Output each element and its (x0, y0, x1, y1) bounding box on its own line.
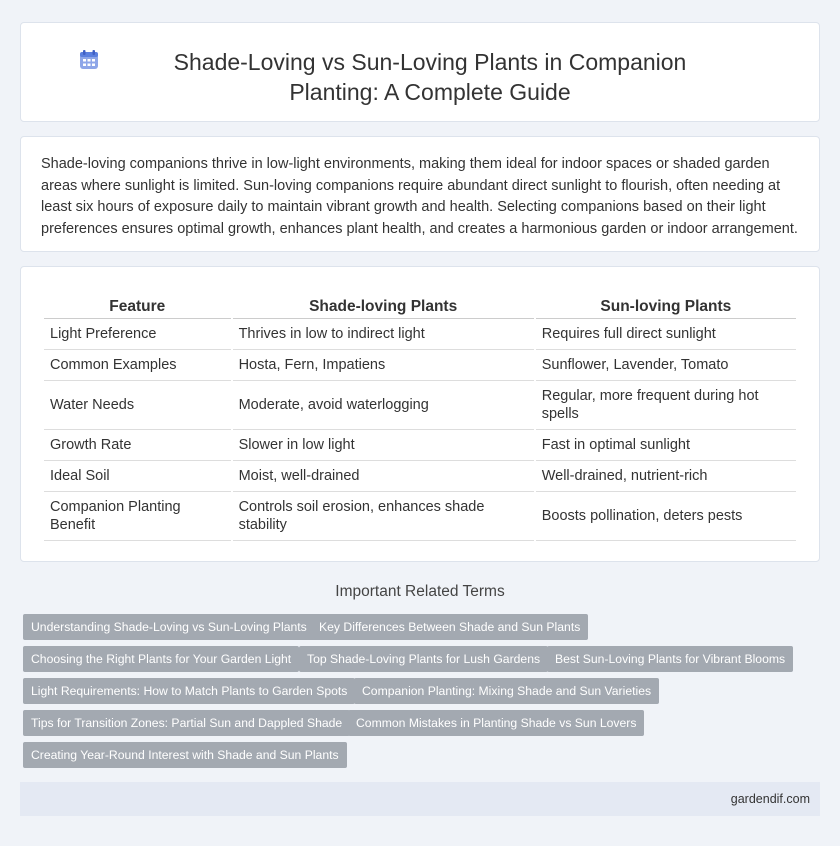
table-cell: Regular, more frequent during hot spells (536, 381, 796, 430)
table-cell: Thrives in low to indirect light (233, 319, 534, 350)
table-cell: Water Needs (44, 381, 231, 430)
table-cell: Slower in low light (233, 430, 534, 461)
site-name: gardendif.com (730, 792, 810, 806)
table-cell: Controls soil erosion, enhances shade stability (233, 492, 534, 541)
table-row (44, 461, 796, 492)
table-cell: Moderate, avoid waterlogging (233, 381, 534, 430)
table-cell: Moist, well-drained (233, 461, 534, 492)
related-term-tag[interactable]: Best Sun-Loving Plants for Vibrant Blooms (547, 646, 793, 672)
table-cell: Well-drained, nutrient-rich (536, 461, 796, 492)
table-row (44, 319, 796, 350)
related-term-tag[interactable]: Choosing the Right Plants for Your Garden Light (23, 646, 299, 672)
table-cell: Sunflower, Lavender, Tomato (536, 350, 796, 381)
intro-card (20, 136, 820, 252)
table-row (44, 381, 796, 430)
related-term-tag[interactable]: Understanding Shade-Loving vs Sun-Loving Plants (23, 614, 315, 640)
table-cell: Companion Planting Benefit (44, 492, 231, 541)
related-term-tag[interactable]: Light Requirements: How to Match Plants to Garden Spots (23, 678, 355, 704)
related-term-tag[interactable]: Tips for Transition Zones: Partial Sun and Dappled Shade (23, 710, 350, 736)
header-sun: Sun-loving Plants (536, 295, 796, 319)
related-term-tag[interactable]: Top Shade-Loving Plants for Lush Gardens (299, 646, 548, 672)
related-terms-title: Important Related Terms (335, 583, 505, 600)
related-term-tag[interactable]: Key Differences Between Shade and Sun Plants (311, 614, 588, 640)
intro-paragraph: Shade-loving companions thrive in low-light environments, making them ideal for indoor spaces or shaded garden areas where sunlight is limited. Sun-loving companions require abundant direct sunlight to flourish, often needing at least six hours of exposure daily to maintain vibrant growth and health. Selecting companions based on their light preferences ensures optimal growth, enhances plant health, and creates a harmonious garden or indoor arrangement. (41, 156, 798, 237)
footer-bar (20, 782, 820, 816)
table-cell: Boosts pollination, deters pests (536, 492, 796, 541)
table-cell: Light Preference (44, 319, 231, 350)
related-term-tag[interactable]: Companion Planting: Mixing Shade and Sun Varieties (354, 678, 659, 704)
table-row (44, 430, 796, 461)
table-row (44, 350, 796, 381)
related-term-tag[interactable]: Common Mistakes in Planting Shade vs Sun Lovers (348, 710, 644, 736)
page-title-text: Shade-Loving vs Sun-Loving Plants in Companion Planting: A Complete Guide (173, 49, 687, 105)
related-term-tag[interactable]: Creating Year-Round Interest with Shade and Sun Plants (23, 742, 347, 768)
table-header-row (44, 295, 796, 319)
table-cell: Ideal Soil (44, 461, 231, 492)
table-cell: Requires full direct sunlight (536, 319, 796, 350)
table-cell: Growth Rate (44, 430, 231, 461)
header-card (20, 22, 820, 122)
header-feature: Feature (44, 295, 231, 319)
table-cell: Hosta, Fern, Impatiens (233, 350, 534, 381)
comparison-table (42, 295, 798, 541)
page-title (21, 47, 819, 107)
table-row (44, 492, 796, 541)
header-shade: Shade-loving Plants (233, 295, 534, 319)
table-cell: Fast in optimal sunlight (536, 430, 796, 461)
comparison-card (20, 266, 820, 562)
table-cell: Common Examples (44, 350, 231, 381)
